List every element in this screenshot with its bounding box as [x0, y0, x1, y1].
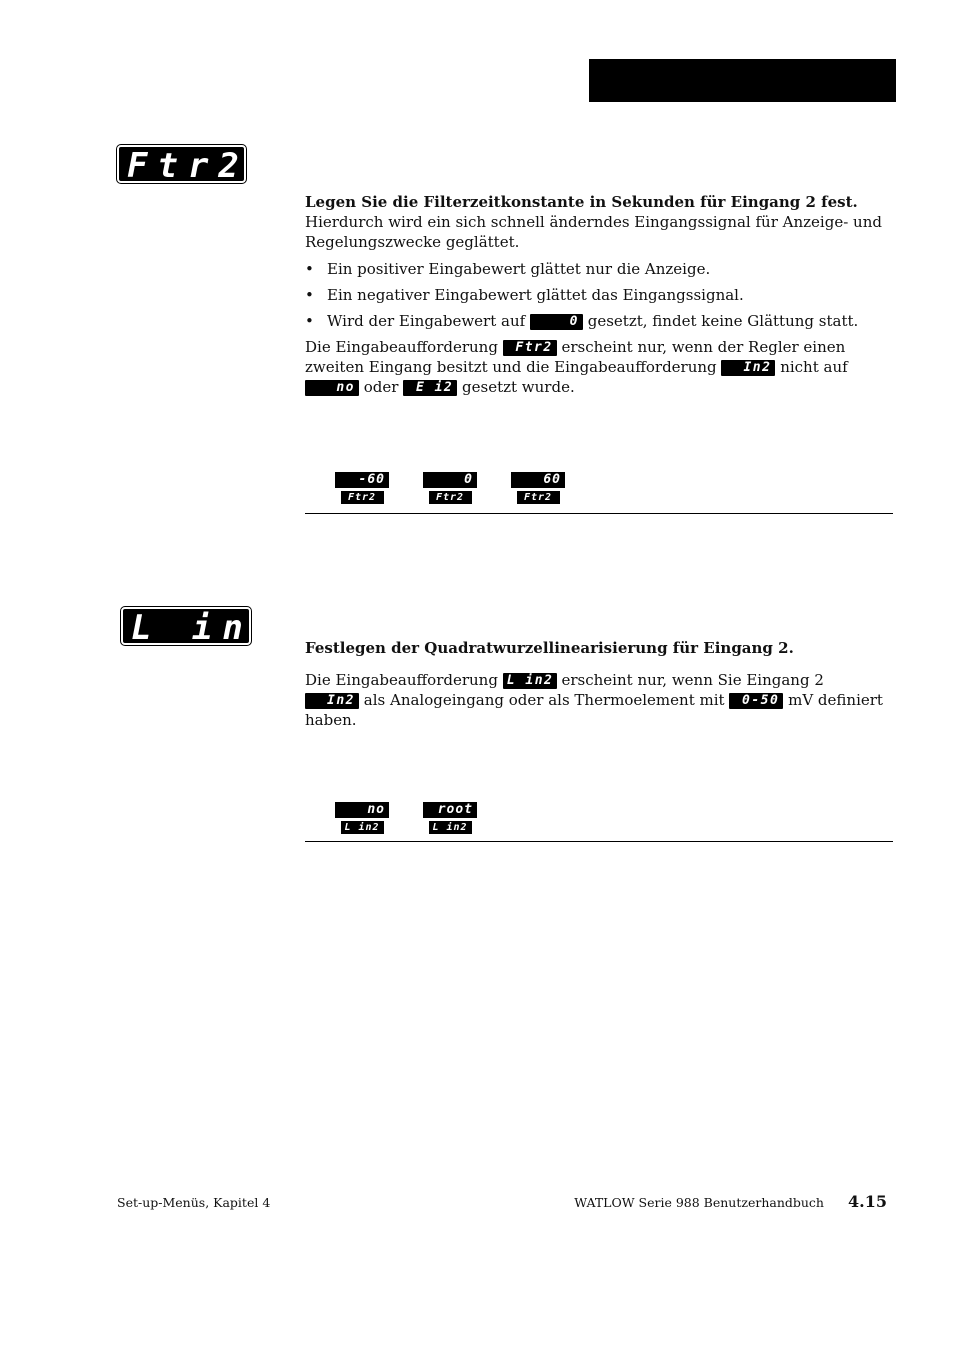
range-value: 60 [511, 472, 565, 488]
section1-heading: Legen Sie die Filterzeitkonstante in Sekunden für Eingang 2 fest. [305, 193, 858, 211]
list-item: • Wird der Eingabewert auf 0 gesetzt, findet keine Glättung statt. [305, 311, 895, 331]
range-value: no [335, 802, 389, 818]
section2-note: Die Eingabeaufforderung L in2 erscheint nur, wenn Sie Eingang 2 In2 als Analogeingang oder als Thermoelement mit 0-50 mV definiert haben. [305, 671, 883, 729]
section1-bullets [305, 259, 895, 331]
section2-heading: Festlegen der Quadratwurzellinearisierung für Eingang 2. [305, 639, 794, 657]
header-bar [589, 59, 896, 102]
section1-range [335, 472, 565, 504]
code-ei2: E i2 [403, 380, 457, 396]
code-no: no [305, 380, 359, 396]
section1-note: Die Eingabeaufforderung Ftr2 erscheint nur, wenn der Regler einen zweiten Eingang besitzt und die Eingabeaufforderung In2 nicht auf no oder E i2 gesetzt wurde. [305, 338, 848, 396]
code-ftr2: Ftr2 [503, 340, 557, 356]
list-item: • Ein positiver Eingabewert glättet nur die Anzeige. [305, 259, 895, 279]
page-number: 4.15 [848, 1192, 887, 1211]
divider [305, 841, 893, 842]
range-item-no [335, 802, 389, 834]
code-0-50: 0-50 [729, 693, 783, 709]
code-zero: 0 [530, 314, 583, 330]
code-in2: In2 [305, 693, 359, 709]
range-value: root [423, 802, 477, 818]
range-label: L in2 [429, 821, 472, 834]
code-lin2: L in2 [503, 673, 557, 689]
range-item-min [335, 472, 389, 504]
range-value: -60 [335, 472, 389, 488]
range-label: Ftr2 [429, 491, 472, 504]
list-item: • Ein negativer Eingabewert glättet das Eingangssignal. [305, 285, 895, 305]
footer-manual-title: WATLOW Serie 988 Benutzerhandbuch [574, 1195, 824, 1210]
range-label: Ftr2 [517, 491, 560, 504]
range-label: L in2 [341, 821, 384, 834]
range-item-root [423, 802, 477, 834]
range-label: Ftr2 [341, 491, 384, 504]
section2-text [305, 638, 895, 737]
prompt-display-lin2: L in2 [121, 607, 251, 645]
section2-range [335, 802, 477, 834]
range-item-default [423, 472, 477, 504]
prompt-display-ftr2: Ftr2 [117, 145, 246, 183]
range-item-max [511, 472, 565, 504]
footer-chapter: Set-up-Menüs, Kapitel 4 [117, 1195, 271, 1210]
range-value: 0 [423, 472, 477, 488]
divider [305, 513, 893, 514]
section1-text [305, 192, 895, 404]
code-in2: In2 [721, 360, 775, 376]
section1-intro: Hierdurch wird ein sich schnell änderndes Eingangssignal für Anzeige- und Regelungszwecke geglättet. [305, 213, 882, 251]
